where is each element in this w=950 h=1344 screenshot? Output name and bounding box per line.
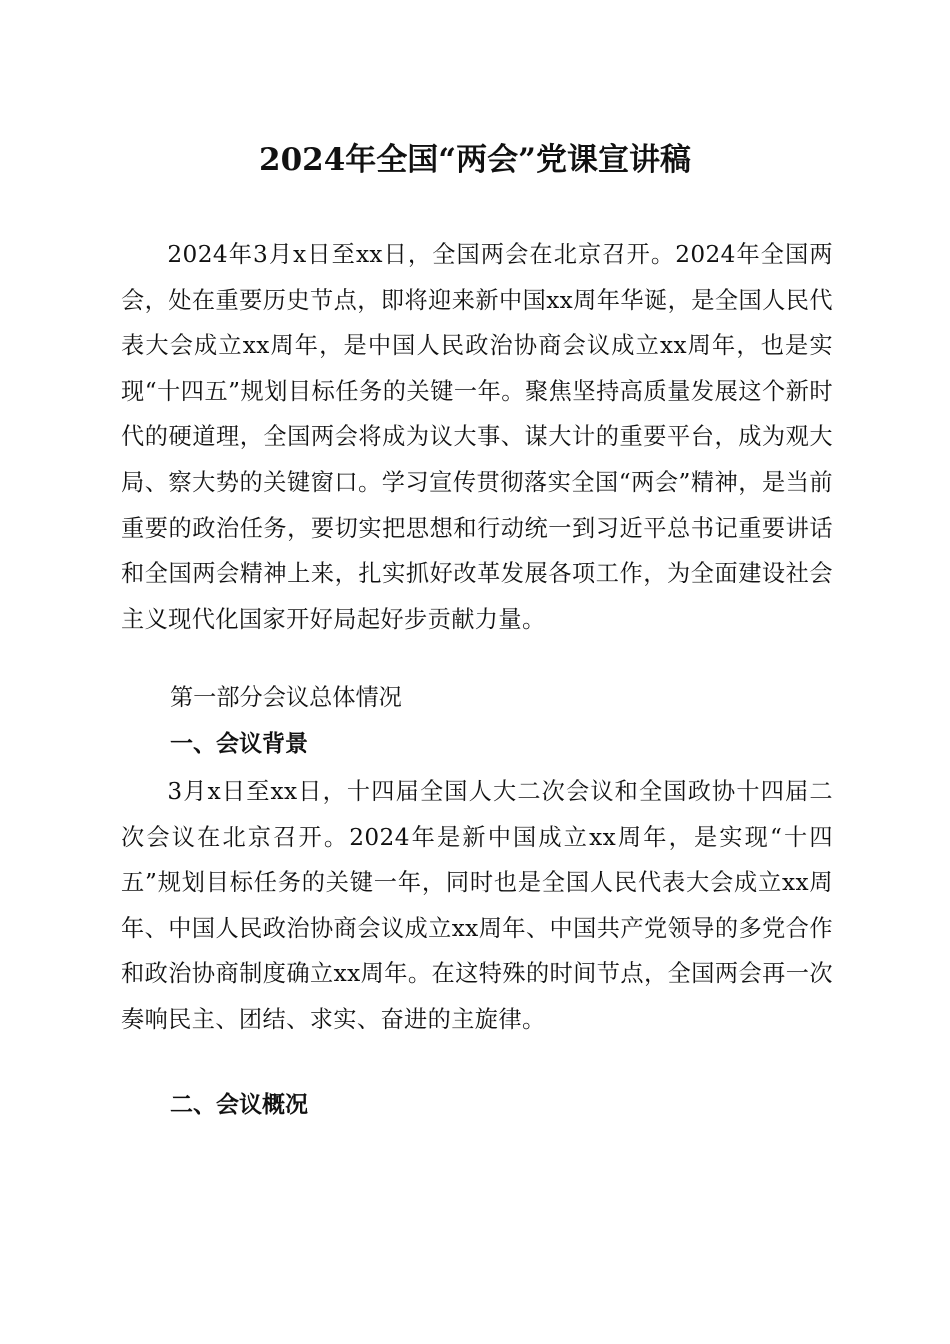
section-one-heading: 一、会议背景 bbox=[170, 731, 308, 757]
document-title: 2024年全国“两会”党课宣讲稿 bbox=[259, 142, 691, 178]
section-two-heading: 二、会议概况 bbox=[170, 1092, 308, 1118]
part-one-heading: 第一部分会议总体情况 bbox=[170, 684, 402, 711]
intro-paragraph: 2024年3月x日至xx日，全国两会在北京召开。2024年全国两会，处在重要历史节点，即将迎来新中国xx周年华诞，是全国人民代表大会成立xx周年，是中国人民政治协商会议成立xx周年，也是实现“十四五”规划目标任务的关键一年。聚焦坚持高质量发展这个新时代的硬道理，全国两会将成为议大事、谋大计的重要平台，成为观大局、察大势的关键窗口。学习宣传贯彻落实全国“两会”精神，是当前重要的政治任务，要切实把思想和行动统一到习近平总书记重要讲话和全国两会精神上来，扎实抓好改革发展各项工作，为全面建设社会主义现代化国家开好局起好步贡献力量。 bbox=[121, 241, 833, 633]
background-paragraph: 3月x日至xx日，十四届全国人大二次会议和全国政协十四届二次会议在北京召开。2024年是新中国成立xx周年，是实现“十四五”规划目标任务的关键一年，同时也是全国人民代表大会成立xx周年、中国人民政治协商会议成立xx周年、中国共产党领导的多党合作和政治协商制度确立xx周年。在这特殊的时间节点，全国两会再一次奏响民主、团结、求实、奋进的主旋律。 bbox=[121, 778, 833, 1033]
